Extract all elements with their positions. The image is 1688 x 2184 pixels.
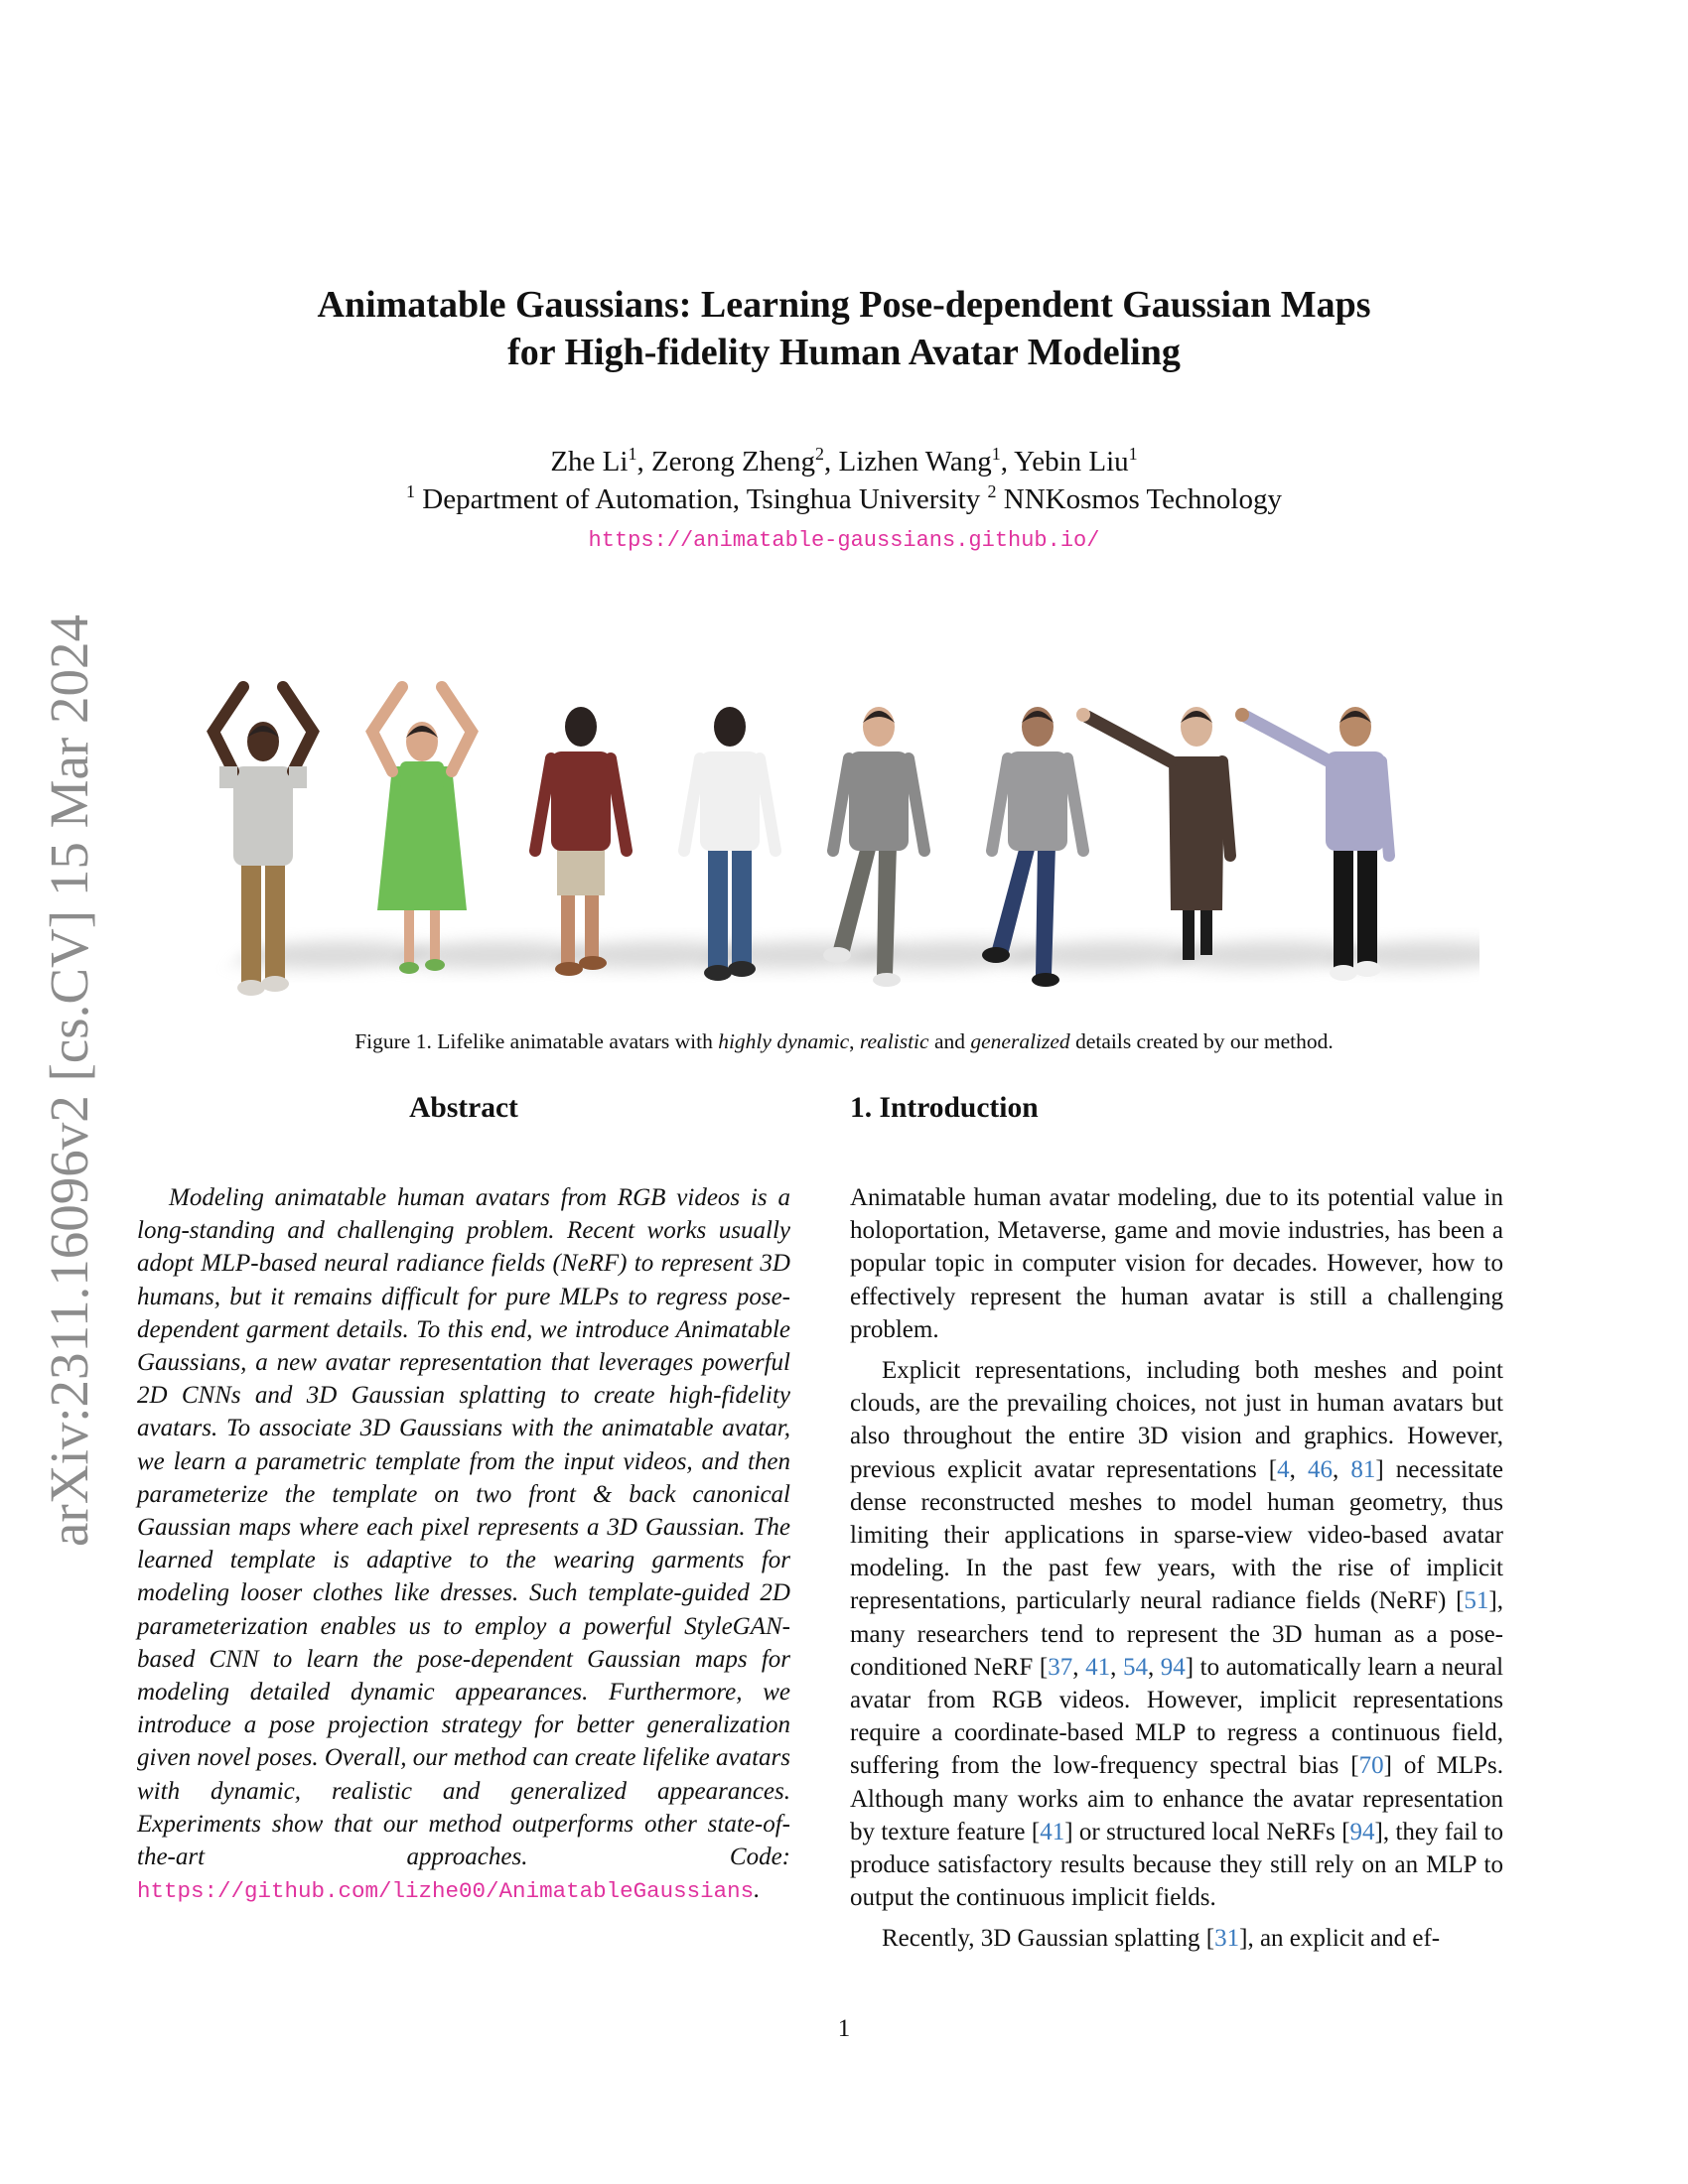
caption-text: details created by our method. [1069,1029,1334,1053]
introduction-paragraph [850,1354,1503,1914]
affiliation-mark: 1 [628,444,637,464]
title-line-2: for High-fidelity Human Avatar Modeling [507,332,1181,373]
author-name: Yebin Liu [1014,446,1129,478]
avatar-figure [684,707,775,981]
citation-link[interactable]: 94 [1349,1818,1375,1845]
paragraph-text: ] of MLPs. Although many works aim to enhance the avatar representation by texture feature [ [850,1752,1503,1845]
paragraph-text: , [1332,1455,1351,1483]
project-page-link[interactable]: https://animatable-gaussians.github.io/ [588,528,1100,553]
abstract-text: Modeling animatable human avatars from RGB videos is a long-standing and challenging problem. Recent works usually adopt MLP-based neural radiance fields (NeRF) to represent 3D humans, but it remains difficult for pure MLPs to regress pose-dependent garment details. To this end, we introduce Animatable Gaussians, a new avatar representation that leverages powerful 2D CNNs and 3D Gaussian splatting to create high-fidelity avatars. To associate 3D Gaussians with the animatable avatar, we learn a parametric template from the input videos, and then parameterize the template on two front & back canonical Gaussian maps where each pixel represents a 3D Gaussian. The learned template is adaptive to the wearing garments for modeling looser clothes like dresses. Such template-guided 2D parameterization enables us to employ a powerful StyleGAN-based CNN to learn the pose-dependent Gaussian maps for modeling detailed dynamic appearances. Furthermore, we introduce a pose projection strategy for better generalization given novel poses. Overall, our method can create lifelike avatars with dynamic, realistic and generalized appearances. Experiments show that our method outperforms other state-of-the-art approaches. Code: [137,1184,790,1871]
abstract-section [137,1092,790,1908]
caption-text: Figure 1. Lifelike animatable avatars with [354,1029,719,1053]
avatar-figure [1235,707,1389,981]
author-name: Zerong Zheng [650,446,816,478]
citation-link[interactable]: 51 [1464,1587,1489,1615]
figure-1-avatars [174,667,1479,1005]
affiliation-name: NNKosmos Technology [1003,483,1282,515]
citation-link[interactable]: 81 [1350,1455,1376,1483]
introduction-body [850,1181,1503,1956]
paragraph-text: Explicit representations, including both meshes and point clouds, are the prevailing choices, not just in human avatars but also throughout the entire 3D vision and graphics. However, previous explicit avatar representations [ [850,1357,1503,1483]
citation-link[interactable]: 4 [1277,1455,1290,1483]
avatar-renderings-image [174,667,1479,1005]
avatar-figure [535,707,627,976]
affiliation-mark: 2 [815,444,825,464]
caption-text: , [849,1029,860,1053]
affiliation-number: 2 [987,481,997,501]
citation-link[interactable]: 31 [1214,1925,1240,1953]
paragraph-text: ] or structured local NeRFs [ [1064,1818,1350,1845]
citation-link[interactable]: 41 [1085,1653,1111,1681]
abstract-paragraph [137,1181,790,1908]
paragraph-text: ], many researchers tend to represent the 3D human as a pose-conditioned NeRF [ [850,1587,1503,1681]
affiliation-number: 1 [406,481,415,501]
paragraph-text: , [1072,1653,1086,1681]
caption-emphasis: generalized [970,1029,1070,1053]
paragraph-text: Recently, 3D Gaussian splatting [ [882,1925,1215,1953]
affiliation-list [0,480,1688,518]
citation-link[interactable]: 41 [1040,1818,1065,1845]
paragraph-text: ] necessitate dense reconstructed meshes to model human geometry, thus limiting their applications in sparse-view video-based avatar modeling. In the past few years, with the rise of implicit representations, particularly neural radiance fields (NeRF) [ [850,1455,1504,1615]
author-name: Zhe Li [550,446,629,478]
paper-title [0,281,1688,376]
title-line-1: Animatable Gaussians: Learning Pose-dependent Gaussian Maps [317,284,1371,326]
caption-emphasis: realistic [859,1029,929,1053]
figure-caption [0,1029,1688,1054]
paragraph-text: Animatable human avatar modeling, due to its potential value in holoportation, Metaverse, game and movie industries, has been a popular topic in computer vision for decades. However, how to effectively represent the human avatar is still a challenging problem. [850,1184,1503,1343]
paragraph-text: , [1289,1455,1308,1483]
avatar-figure [372,687,472,974]
author-block [0,443,1688,518]
affiliation-name: Department of Automation, Tsinghua University [422,483,981,515]
code-link[interactable]: https://github.com/lizhe00/AnimatableGaussians [137,1878,755,1905]
abstract-body [137,1181,790,1908]
author-name: Lizhen Wang [838,446,992,478]
paragraph-text: ], an explicit and ef- [1239,1925,1441,1953]
abstract-heading: Abstract [409,1092,518,1124]
paragraph-text: , [1110,1653,1123,1681]
author-list: Zhe Li$^1$, Zerong Zheng$^2$, Lizhen Wang$^1$, Yebin Liu$^1$ [550,444,1138,478]
citation-link[interactable]: 37 [1048,1653,1073,1681]
abstract-end: . [754,1876,761,1904]
citation-link[interactable]: 46 [1307,1455,1333,1483]
paragraph-text: ] to automatically learn a neural avatar from RGB videos. However, implicit representations require a coordinate-based MLP to regress a continuous field, suffering from the low-frequency spectral bias [ [850,1653,1504,1780]
affiliation-mark: 1 [1128,444,1138,464]
citation-link[interactable]: 70 [1358,1752,1384,1780]
caption-emphasis: highly dynamic [718,1029,850,1053]
citation-link[interactable]: 94 [1160,1653,1186,1681]
introduction-paragraph [850,1922,1503,1955]
introduction-paragraph [850,1181,1503,1346]
paragraph-text: , [1147,1653,1161,1681]
introduction-heading: 1. Introduction [850,1092,1039,1124]
arxiv-identifier-stamp: arXiv:2311.16096v2 [cs.CV] 15 Mar 2024 [39,614,99,1547]
paragraph-text: ], they fail to produce satisfactory results because they still rely on an MLP to output the continuous implicit fields. [850,1818,1503,1912]
affiliation-mark: 1 [991,444,1001,464]
citation-link[interactable]: 54 [1122,1653,1148,1681]
page-number: 1 [837,2015,851,2042]
caption-text: and [928,1029,971,1053]
avatar-figure [1076,707,1230,960]
introduction-section [850,1092,1503,1964]
